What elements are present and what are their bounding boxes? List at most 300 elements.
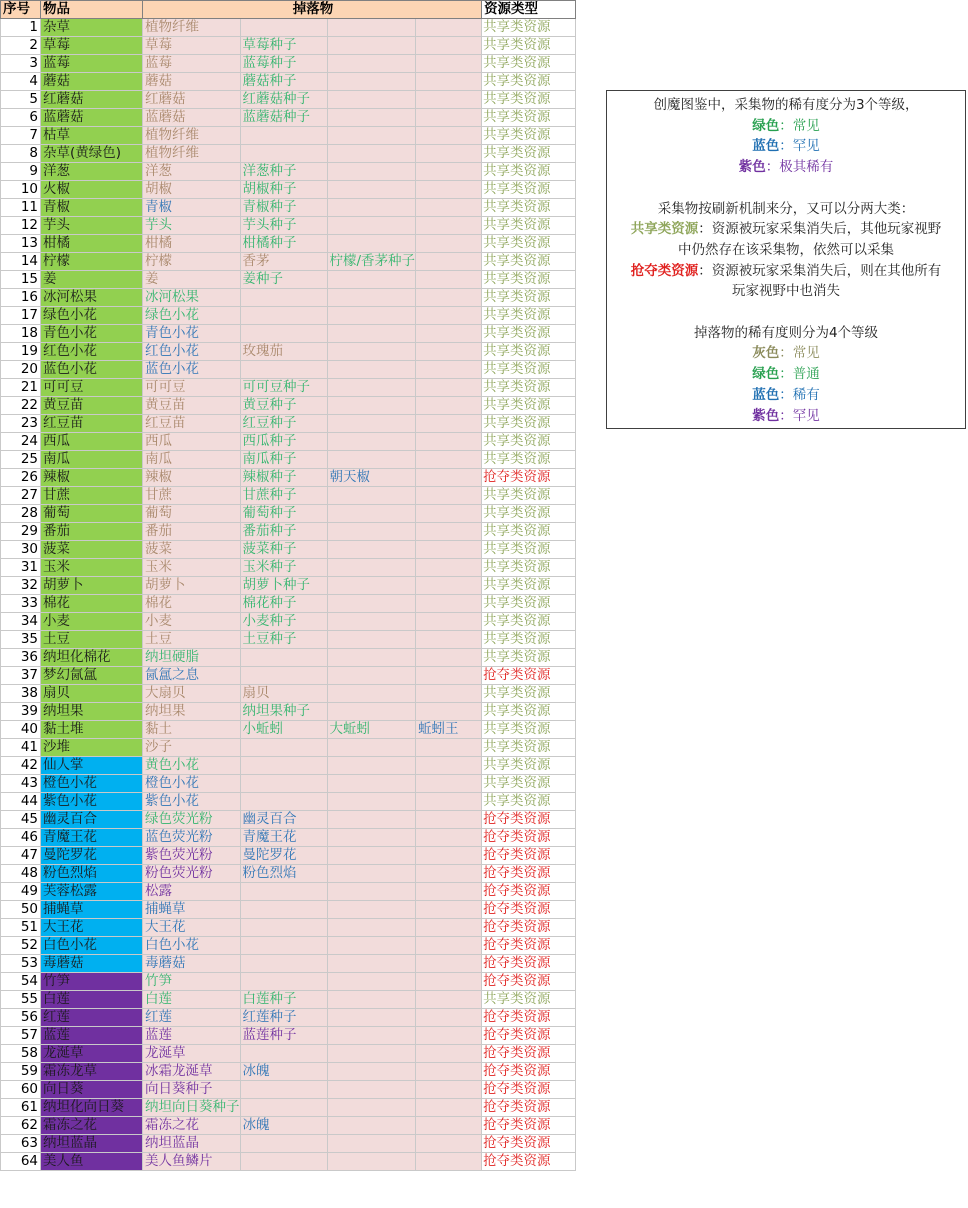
drop-cell[interactable]: 紫色小花 xyxy=(143,793,241,811)
drop-cell[interactable] xyxy=(416,865,482,883)
drop-cell[interactable] xyxy=(240,325,327,343)
header-drops[interactable]: 掉落物 xyxy=(143,1,482,19)
drop-cell[interactable]: 青色小花 xyxy=(143,325,241,343)
item-name-cell[interactable]: 甘蔗 xyxy=(41,487,143,505)
drop-cell[interactable] xyxy=(416,937,482,955)
item-name-cell[interactable]: 蓝蘑菇 xyxy=(41,109,143,127)
item-name-cell[interactable]: 可可豆 xyxy=(41,379,143,397)
drop-cell[interactable]: 小蚯蚓 xyxy=(240,721,327,739)
drop-cell[interactable] xyxy=(416,847,482,865)
row-index-cell[interactable]: 18 xyxy=(1,325,41,343)
drop-cell[interactable] xyxy=(327,163,416,181)
drop-cell[interactable]: 毒蘑菇 xyxy=(143,955,241,973)
drop-cell[interactable] xyxy=(327,1045,416,1063)
item-name-cell[interactable]: 菠菜 xyxy=(41,541,143,559)
resource-type-cell[interactable]: 抢夺类资源 xyxy=(482,1099,576,1117)
drop-cell[interactable] xyxy=(416,55,482,73)
drop-cell[interactable] xyxy=(416,1099,482,1117)
drop-cell[interactable] xyxy=(327,109,416,127)
row-index-cell[interactable]: 39 xyxy=(1,703,41,721)
drop-cell[interactable]: 草莓 xyxy=(143,37,241,55)
item-name-cell[interactable]: 大王花 xyxy=(41,919,143,937)
item-name-cell[interactable]: 竹笋 xyxy=(41,973,143,991)
drop-cell[interactable] xyxy=(416,487,482,505)
item-name-cell[interactable]: 杂草 xyxy=(41,19,143,37)
item-name-cell[interactable]: 曼陀罗花 xyxy=(41,847,143,865)
drop-cell[interactable]: 香茅 xyxy=(240,253,327,271)
drop-cell[interactable] xyxy=(327,793,416,811)
item-name-cell[interactable]: 纳坦蓝晶 xyxy=(41,1135,143,1153)
item-name-cell[interactable]: 梦幻氤氲 xyxy=(41,667,143,685)
item-name-cell[interactable]: 红色小花 xyxy=(41,343,143,361)
drop-cell[interactable] xyxy=(416,433,482,451)
resource-type-cell[interactable]: 共享类资源 xyxy=(482,181,576,199)
row-index-cell[interactable]: 31 xyxy=(1,559,41,577)
drop-cell[interactable]: 南瓜 xyxy=(143,451,241,469)
item-name-cell[interactable]: 白莲 xyxy=(41,991,143,1009)
drop-cell[interactable] xyxy=(416,991,482,1009)
drop-cell[interactable]: 蓝蘑菇种子 xyxy=(240,109,327,127)
resource-type-cell[interactable]: 共享类资源 xyxy=(482,559,576,577)
resource-type-cell[interactable]: 共享类资源 xyxy=(482,271,576,289)
drop-cell[interactable] xyxy=(240,145,327,163)
item-name-cell[interactable]: 纳坦化向日葵 xyxy=(41,1099,143,1117)
row-index-cell[interactable]: 9 xyxy=(1,163,41,181)
drop-cell[interactable]: 小麦 xyxy=(143,613,241,631)
drop-cell[interactable] xyxy=(416,685,482,703)
drop-cell[interactable]: 葡萄种子 xyxy=(240,505,327,523)
item-name-cell[interactable]: 火椒 xyxy=(41,181,143,199)
resource-type-cell[interactable]: 共享类资源 xyxy=(482,361,576,379)
drop-cell[interactable]: 菠菜 xyxy=(143,541,241,559)
row-index-cell[interactable]: 40 xyxy=(1,721,41,739)
drop-cell[interactable] xyxy=(327,415,416,433)
drop-cell[interactable]: 玫瑰茄 xyxy=(240,343,327,361)
drop-cell[interactable] xyxy=(327,811,416,829)
drop-cell[interactable] xyxy=(416,901,482,919)
drop-cell[interactable] xyxy=(327,541,416,559)
row-index-cell[interactable]: 41 xyxy=(1,739,41,757)
drop-cell[interactable]: 南瓜种子 xyxy=(240,451,327,469)
drop-cell[interactable]: 大王花 xyxy=(143,919,241,937)
row-index-cell[interactable]: 11 xyxy=(1,199,41,217)
drop-cell[interactable]: 冰河松果 xyxy=(143,289,241,307)
resource-type-cell[interactable]: 抢夺类资源 xyxy=(482,865,576,883)
resource-type-cell[interactable]: 抢夺类资源 xyxy=(482,1063,576,1081)
drop-cell[interactable] xyxy=(327,55,416,73)
item-name-cell[interactable]: 蓝色小花 xyxy=(41,361,143,379)
drop-cell[interactable] xyxy=(327,1135,416,1153)
resource-type-cell[interactable]: 共享类资源 xyxy=(482,325,576,343)
drop-cell[interactable]: 植物纤维 xyxy=(143,127,241,145)
drop-cell[interactable]: 青椒种子 xyxy=(240,199,327,217)
drop-cell[interactable]: 橙色小花 xyxy=(143,775,241,793)
drop-cell[interactable] xyxy=(416,631,482,649)
drop-cell[interactable]: 蓝莓 xyxy=(143,55,241,73)
drop-cell[interactable] xyxy=(416,919,482,937)
item-name-cell[interactable]: 白色小花 xyxy=(41,937,143,955)
resource-type-cell[interactable]: 共享类资源 xyxy=(482,721,576,739)
item-name-cell[interactable]: 紫色小花 xyxy=(41,793,143,811)
drop-cell[interactable] xyxy=(416,667,482,685)
row-index-cell[interactable]: 13 xyxy=(1,235,41,253)
resource-type-cell[interactable]: 共享类资源 xyxy=(482,757,576,775)
row-index-cell[interactable]: 55 xyxy=(1,991,41,1009)
drop-cell[interactable] xyxy=(416,1045,482,1063)
drop-cell[interactable]: 黏土 xyxy=(143,721,241,739)
resource-type-cell[interactable]: 共享类资源 xyxy=(482,613,576,631)
item-name-cell[interactable]: 土豆 xyxy=(41,631,143,649)
drop-cell[interactable]: 红蘑菇 xyxy=(143,91,241,109)
row-index-cell[interactable]: 54 xyxy=(1,973,41,991)
row-index-cell[interactable]: 27 xyxy=(1,487,41,505)
drop-cell[interactable] xyxy=(416,505,482,523)
item-name-cell[interactable]: 黄豆苗 xyxy=(41,397,143,415)
drop-cell[interactable] xyxy=(327,775,416,793)
item-name-cell[interactable]: 霜冻龙草 xyxy=(41,1063,143,1081)
drop-cell[interactable] xyxy=(240,1045,327,1063)
resource-type-cell[interactable]: 抢夺类资源 xyxy=(482,901,576,919)
drop-cell[interactable]: 植物纤维 xyxy=(143,145,241,163)
item-name-cell[interactable]: 葡萄 xyxy=(41,505,143,523)
row-index-cell[interactable]: 29 xyxy=(1,523,41,541)
drop-cell[interactable]: 红莲 xyxy=(143,1009,241,1027)
drop-cell[interactable] xyxy=(240,19,327,37)
resource-type-cell[interactable]: 共享类资源 xyxy=(482,19,576,37)
resource-type-cell[interactable]: 抢夺类资源 xyxy=(482,1027,576,1045)
resource-type-cell[interactable]: 共享类资源 xyxy=(482,343,576,361)
drop-cell[interactable]: 洋葱 xyxy=(143,163,241,181)
item-name-cell[interactable]: 辣椒 xyxy=(41,469,143,487)
drop-cell[interactable] xyxy=(416,199,482,217)
item-name-cell[interactable]: 红莲 xyxy=(41,1009,143,1027)
item-name-cell[interactable]: 青色小花 xyxy=(41,325,143,343)
drop-cell[interactable]: 青椒 xyxy=(143,199,241,217)
item-name-cell[interactable]: 向日葵 xyxy=(41,1081,143,1099)
drop-cell[interactable]: 粉色烈焰 xyxy=(240,865,327,883)
drop-cell[interactable] xyxy=(240,127,327,145)
row-index-cell[interactable]: 6 xyxy=(1,109,41,127)
row-index-cell[interactable]: 34 xyxy=(1,613,41,631)
resource-type-cell[interactable]: 共享类资源 xyxy=(482,199,576,217)
resource-type-cell[interactable]: 共享类资源 xyxy=(482,541,576,559)
resource-type-cell[interactable]: 共享类资源 xyxy=(482,505,576,523)
item-name-cell[interactable]: 红蘑菇 xyxy=(41,91,143,109)
drop-cell[interactable] xyxy=(327,199,416,217)
drop-cell[interactable] xyxy=(327,937,416,955)
drop-cell[interactable] xyxy=(416,451,482,469)
row-index-cell[interactable]: 43 xyxy=(1,775,41,793)
drop-cell[interactable] xyxy=(416,757,482,775)
row-index-cell[interactable]: 48 xyxy=(1,865,41,883)
drop-cell[interactable]: 西瓜 xyxy=(143,433,241,451)
drop-cell[interactable] xyxy=(416,613,482,631)
drop-cell[interactable] xyxy=(240,973,327,991)
drop-cell[interactable]: 甘蔗种子 xyxy=(240,487,327,505)
drop-cell[interactable] xyxy=(416,217,482,235)
drop-cell[interactable] xyxy=(327,73,416,91)
header-item[interactable]: 物品 xyxy=(41,1,143,19)
drop-cell[interactable]: 蓝色小花 xyxy=(143,361,241,379)
drop-cell[interactable]: 植物纤维 xyxy=(143,19,241,37)
drop-cell[interactable]: 小麦种子 xyxy=(240,613,327,631)
drop-cell[interactable]: 胡萝卜种子 xyxy=(240,577,327,595)
drop-cell[interactable] xyxy=(240,1081,327,1099)
drop-cell[interactable] xyxy=(416,775,482,793)
resource-type-cell[interactable]: 共享类资源 xyxy=(482,595,576,613)
drop-cell[interactable] xyxy=(327,235,416,253)
drop-cell[interactable] xyxy=(416,325,482,343)
drop-cell[interactable]: 蘑菇 xyxy=(143,73,241,91)
drop-cell[interactable] xyxy=(240,937,327,955)
drop-cell[interactable] xyxy=(416,883,482,901)
drop-cell[interactable]: 胡椒 xyxy=(143,181,241,199)
header-index[interactable]: 序号 xyxy=(1,1,41,19)
drop-cell[interactable] xyxy=(416,163,482,181)
drop-cell[interactable]: 芋头种子 xyxy=(240,217,327,235)
drop-cell[interactable]: 白莲种子 xyxy=(240,991,327,1009)
drop-cell[interactable] xyxy=(327,631,416,649)
resource-type-cell[interactable]: 共享类资源 xyxy=(482,163,576,181)
drop-cell[interactable] xyxy=(416,973,482,991)
drop-cell[interactable]: 辣椒 xyxy=(143,469,241,487)
drop-cell[interactable] xyxy=(327,217,416,235)
drop-cell[interactable]: 甘蔗 xyxy=(143,487,241,505)
resource-type-cell[interactable]: 抢夺类资源 xyxy=(482,829,576,847)
drop-cell[interactable]: 柠檬 xyxy=(143,253,241,271)
drop-cell[interactable] xyxy=(327,685,416,703)
drop-cell[interactable] xyxy=(416,523,482,541)
item-name-cell[interactable]: 棉花 xyxy=(41,595,143,613)
item-name-cell[interactable]: 黏土堆 xyxy=(41,721,143,739)
drop-cell[interactable]: 草莓种子 xyxy=(240,37,327,55)
resource-type-cell[interactable]: 共享类资源 xyxy=(482,523,576,541)
resource-type-cell[interactable]: 共享类资源 xyxy=(482,433,576,451)
drop-cell[interactable] xyxy=(240,289,327,307)
drop-cell[interactable] xyxy=(327,91,416,109)
drop-cell[interactable] xyxy=(327,361,416,379)
drop-cell[interactable]: 紫色荧光粉 xyxy=(143,847,241,865)
drop-cell[interactable] xyxy=(327,865,416,883)
row-index-cell[interactable]: 64 xyxy=(1,1153,41,1171)
item-name-cell[interactable]: 姜 xyxy=(41,271,143,289)
row-index-cell[interactable]: 36 xyxy=(1,649,41,667)
drop-cell[interactable]: 红豆种子 xyxy=(240,415,327,433)
drop-cell[interactable] xyxy=(327,595,416,613)
drop-cell[interactable] xyxy=(416,109,482,127)
row-index-cell[interactable]: 15 xyxy=(1,271,41,289)
drop-cell[interactable]: 纳坦硬脂 xyxy=(143,649,241,667)
item-name-cell[interactable]: 芙蓉松露 xyxy=(41,883,143,901)
item-name-cell[interactable]: 龙涎草 xyxy=(41,1045,143,1063)
drop-cell[interactable]: 芋头 xyxy=(143,217,241,235)
drop-cell[interactable] xyxy=(327,991,416,1009)
row-index-cell[interactable]: 57 xyxy=(1,1027,41,1045)
drop-cell[interactable] xyxy=(327,1117,416,1135)
drop-cell[interactable]: 冰魄 xyxy=(240,1063,327,1081)
drop-cell[interactable]: 白莲 xyxy=(143,991,241,1009)
row-index-cell[interactable]: 44 xyxy=(1,793,41,811)
item-name-cell[interactable]: 青椒 xyxy=(41,199,143,217)
item-name-cell[interactable]: 仙人掌 xyxy=(41,757,143,775)
drop-cell[interactable] xyxy=(327,559,416,577)
resource-type-cell[interactable]: 抢夺类资源 xyxy=(482,1153,576,1171)
drop-cell[interactable]: 葡萄 xyxy=(143,505,241,523)
resource-type-cell[interactable]: 共享类资源 xyxy=(482,415,576,433)
row-index-cell[interactable]: 53 xyxy=(1,955,41,973)
drop-cell[interactable] xyxy=(327,379,416,397)
drop-cell[interactable] xyxy=(327,289,416,307)
resource-type-cell[interactable]: 抢夺类资源 xyxy=(482,1081,576,1099)
resource-type-cell[interactable]: 共享类资源 xyxy=(482,109,576,127)
item-name-cell[interactable]: 西瓜 xyxy=(41,433,143,451)
drop-cell[interactable]: 姜种子 xyxy=(240,271,327,289)
resource-type-cell[interactable]: 抢夺类资源 xyxy=(482,1135,576,1153)
drop-cell[interactable]: 蚯蚓王 xyxy=(416,721,482,739)
item-name-cell[interactable]: 美人鱼 xyxy=(41,1153,143,1171)
drop-cell[interactable] xyxy=(416,307,482,325)
drop-cell[interactable] xyxy=(416,127,482,145)
drop-cell[interactable]: 蓝莲 xyxy=(143,1027,241,1045)
drop-cell[interactable]: 菠菜种子 xyxy=(240,541,327,559)
drop-cell[interactable] xyxy=(327,757,416,775)
row-index-cell[interactable]: 3 xyxy=(1,55,41,73)
resource-type-cell[interactable]: 抢夺类资源 xyxy=(482,667,576,685)
resource-type-cell[interactable]: 共享类资源 xyxy=(482,487,576,505)
drop-cell[interactable] xyxy=(240,1135,327,1153)
item-name-cell[interactable]: 红豆苗 xyxy=(41,415,143,433)
drop-cell[interactable] xyxy=(327,1153,416,1171)
drop-cell[interactable] xyxy=(416,649,482,667)
drop-cell[interactable] xyxy=(327,451,416,469)
item-name-cell[interactable]: 南瓜 xyxy=(41,451,143,469)
drop-cell[interactable] xyxy=(416,397,482,415)
row-index-cell[interactable]: 60 xyxy=(1,1081,41,1099)
drop-cell[interactable]: 番茄 xyxy=(143,523,241,541)
drop-cell[interactable] xyxy=(416,289,482,307)
item-name-cell[interactable]: 胡萝卜 xyxy=(41,577,143,595)
drop-cell[interactable] xyxy=(416,811,482,829)
resource-type-cell[interactable]: 共享类资源 xyxy=(482,217,576,235)
drop-cell[interactable] xyxy=(416,739,482,757)
drop-cell[interactable]: 蓝色荧光粉 xyxy=(143,829,241,847)
row-index-cell[interactable]: 46 xyxy=(1,829,41,847)
drop-cell[interactable] xyxy=(327,343,416,361)
resource-type-cell[interactable]: 抢夺类资源 xyxy=(482,919,576,937)
drop-cell[interactable] xyxy=(416,73,482,91)
row-index-cell[interactable]: 33 xyxy=(1,595,41,613)
drop-cell[interactable] xyxy=(240,739,327,757)
resource-type-cell[interactable]: 抢夺类资源 xyxy=(482,847,576,865)
drop-cell[interactable]: 纳坦果 xyxy=(143,703,241,721)
drop-cell[interactable]: 霜冻之花 xyxy=(143,1117,241,1135)
drop-cell[interactable] xyxy=(327,883,416,901)
drop-cell[interactable]: 胡椒种子 xyxy=(240,181,327,199)
drop-cell[interactable] xyxy=(327,1063,416,1081)
drop-cell[interactable]: 美人鱼鳞片 xyxy=(143,1153,241,1171)
drop-cell[interactable]: 柠檬/香茅种子 xyxy=(327,253,416,271)
item-name-cell[interactable]: 蓝莓 xyxy=(41,55,143,73)
item-name-cell[interactable]: 绿色小花 xyxy=(41,307,143,325)
drop-cell[interactable]: 胡萝卜 xyxy=(143,577,241,595)
row-index-cell[interactable]: 62 xyxy=(1,1117,41,1135)
drop-cell[interactable]: 可可豆种子 xyxy=(240,379,327,397)
row-index-cell[interactable]: 35 xyxy=(1,631,41,649)
drop-cell[interactable]: 曼陀罗花 xyxy=(240,847,327,865)
resource-type-cell[interactable]: 共享类资源 xyxy=(482,73,576,91)
item-name-cell[interactable]: 草莓 xyxy=(41,37,143,55)
resource-type-cell[interactable]: 共享类资源 xyxy=(482,91,576,109)
item-name-cell[interactable]: 杂草(黄绿色) xyxy=(41,145,143,163)
drop-cell[interactable]: 大蚯蚓 xyxy=(327,721,416,739)
drop-cell[interactable] xyxy=(416,577,482,595)
drop-cell[interactable] xyxy=(416,541,482,559)
drop-cell[interactable] xyxy=(327,19,416,37)
drop-cell[interactable]: 辣椒种子 xyxy=(240,469,327,487)
drop-cell[interactable] xyxy=(416,1081,482,1099)
drop-cell[interactable]: 蓝莓种子 xyxy=(240,55,327,73)
drop-cell[interactable] xyxy=(416,559,482,577)
drop-cell[interactable] xyxy=(240,793,327,811)
row-index-cell[interactable]: 14 xyxy=(1,253,41,271)
drop-cell[interactable] xyxy=(416,415,482,433)
row-index-cell[interactable]: 7 xyxy=(1,127,41,145)
drop-cell[interactable] xyxy=(240,649,327,667)
drop-cell[interactable]: 龙涎草 xyxy=(143,1045,241,1063)
drop-cell[interactable] xyxy=(416,1027,482,1045)
drop-cell[interactable] xyxy=(327,955,416,973)
row-index-cell[interactable]: 23 xyxy=(1,415,41,433)
row-index-cell[interactable]: 25 xyxy=(1,451,41,469)
row-index-cell[interactable]: 28 xyxy=(1,505,41,523)
drop-cell[interactable] xyxy=(327,703,416,721)
drop-cell[interactable] xyxy=(327,649,416,667)
item-name-cell[interactable]: 霜冻之花 xyxy=(41,1117,143,1135)
drop-cell[interactable] xyxy=(327,325,416,343)
resource-type-cell[interactable]: 共享类资源 xyxy=(482,55,576,73)
header-type[interactable]: 资源类型 xyxy=(482,1,576,19)
row-index-cell[interactable]: 49 xyxy=(1,883,41,901)
drop-cell[interactable] xyxy=(416,1153,482,1171)
item-name-cell[interactable]: 橙色小花 xyxy=(41,775,143,793)
drop-cell[interactable] xyxy=(240,955,327,973)
row-index-cell[interactable]: 17 xyxy=(1,307,41,325)
row-index-cell[interactable]: 61 xyxy=(1,1099,41,1117)
item-name-cell[interactable]: 洋葱 xyxy=(41,163,143,181)
drop-cell[interactable] xyxy=(416,37,482,55)
drop-cell[interactable] xyxy=(416,1009,482,1027)
row-index-cell[interactable]: 21 xyxy=(1,379,41,397)
drop-cell[interactable] xyxy=(416,829,482,847)
drop-cell[interactable] xyxy=(240,919,327,937)
drop-cell[interactable]: 红蘑菇种子 xyxy=(240,91,327,109)
item-name-cell[interactable]: 粉色烈焰 xyxy=(41,865,143,883)
drop-cell[interactable]: 红豆苗 xyxy=(143,415,241,433)
item-name-cell[interactable]: 蘑菇 xyxy=(41,73,143,91)
row-index-cell[interactable]: 22 xyxy=(1,397,41,415)
drop-cell[interactable] xyxy=(416,91,482,109)
drop-cell[interactable]: 冰魄 xyxy=(240,1117,327,1135)
drop-cell[interactable]: 蓝蘑菇 xyxy=(143,109,241,127)
resource-type-cell[interactable]: 共享类资源 xyxy=(482,451,576,469)
drop-cell[interactable] xyxy=(327,271,416,289)
row-index-cell[interactable]: 51 xyxy=(1,919,41,937)
drop-cell[interactable] xyxy=(327,919,416,937)
drop-cell[interactable]: 洋葱种子 xyxy=(240,163,327,181)
row-index-cell[interactable]: 58 xyxy=(1,1045,41,1063)
item-name-cell[interactable]: 番茄 xyxy=(41,523,143,541)
drop-cell[interactable] xyxy=(416,595,482,613)
